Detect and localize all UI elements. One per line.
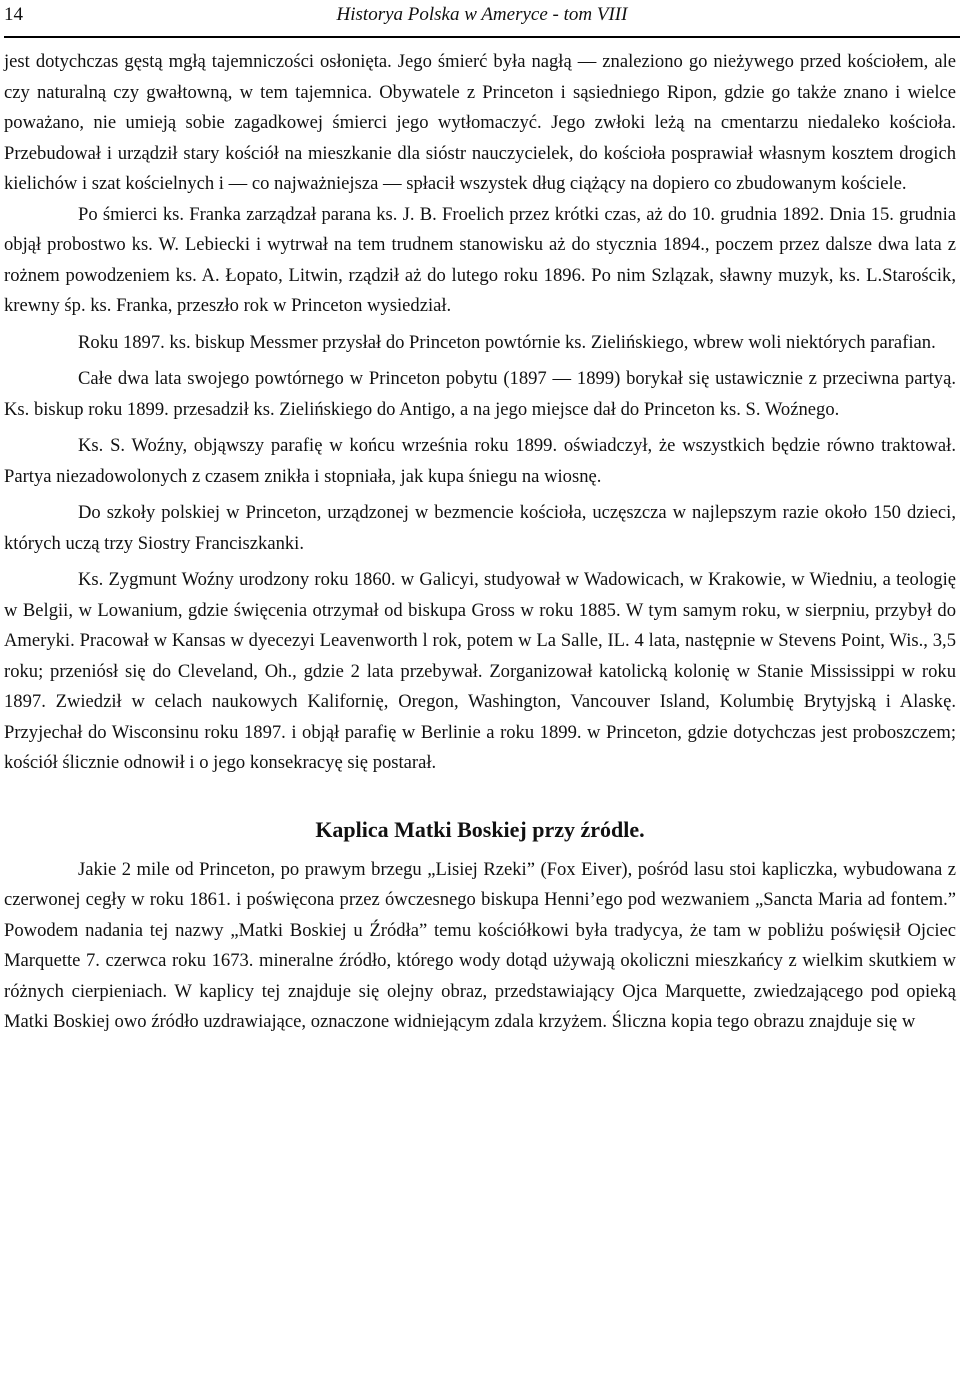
paragraph: Ks. S. Woźny, objąwszy parafię w końcu września roku 1899. oświadczył, że wszystkich będzie równo traktował. Partya niezadowolonych z czasem znikła i stopniała, jak kupa śniegu na wiosnę.: [4, 435, 956, 487]
paragraph: Roku 1897. ks. biskup Messmer przysłał do Princeton powtórnie ks. Zielińskiego, wbrew woli niektórych parafian.: [78, 331, 936, 353]
paragraph: Po śmierci ks. Franka zarządzał parana ks. J. B. Froelich przez krótki czas, aż do 10. grudnia 1892. Dnia 15. grudnia objął probostwo ks. W. Lebiecki i wytrwał na tem trudnem stanowisku aż do stycznia 1894., poczem przez dalsze dwa lata z rożnem powodzeniem ks. A. Łopato, Litwin, rządził aż do lutego roku 1896. Po nim Szlązak, sławny muzyk, ks. L.Starościk, krewny śp. ks. Franka, przeszło rok w Princeton wysiedział.: [4, 203, 956, 316]
paragraph: Całe dwa lata swojego powtórnego w Princeton pobytu (1897 — 1899) borykał się ustawicznie z przeciwna partyą. Ks. biskup roku 1899. przesadził ks. Zielińskiego do Antigo, a na jego miejsce dał do Princeton ks. S. Woźnego.: [4, 368, 956, 420]
paragraph: Ks. Zygmunt Woźny urodzony roku 1860. w Galicyi, studyował w Wadowicach, w Krakowie, w Wiedniu, a teologię w Belgii, w Lowanium, gdzie święcenia otrzymał od biskupa Gross w roku 1885. W tym samym roku, w sierpniu, przybył do Ameryki. Pracował w Kansas w dyecezyi Leavenworth l rok, potem w La Salle, IL. 4 lata, następnie w Stevens Point, Wis., 3,5 roku; przeniósł się do Cleveland, Oh., gdzie 2 lata przebywał. Zorganizował katolicką kolonię w Stanie Mississippi w roku 1897. Zwiedził w celach naukowych Kalifornię, Oregon, Washington, Vancouver Island, Kolumbię Brytyjską i Alaskę. Przyjechał do Wisconsinu roku 1897. i objął parafię w Berlinie a roku 1899. w Princeton, gdzie dotychczas jest proboszczem; kościół ślicznie odnowił i o jego konsekracyę się postarał.: [4, 569, 956, 773]
paragraph: Do szkoły polskiej w Princeton, urządzonej w bezmencie kościoła, uczęszcza w najlepszym razie około 150 dzieci, których uczą trzy Siostry Franciszkanki.: [4, 502, 956, 554]
page-number: 14: [4, 4, 23, 25]
paragraph: jest dotychczas gęstą mgłą tajemniczości osłonięta. Jego śmierć była nagłą — znaleziono go nieżywego przed kościołem, ale czy naturalną czy gwałtowną, w tem tajemnica. Obywatele z Princeton i sąsiedniego Ripon, gdzie go także znano i wielce poważano, nie umieją sobie zagadkowej śmierci jego wytłomaczyć. Jego zwłoki leżą na cmentarzu niedaleko kościoła. Przebudował i urządził stary kościół na mieszkanie dla sióstr nauczycielek, do kościoła posprawiał własnym kosztem drogich kielichów i szat kościelnych i — co najważniejsza — spłacił wszystek dług ciążący na dopiero co zbudowanym kościele.: [4, 51, 956, 194]
header-rule: [4, 36, 960, 38]
page-header: [4, 0, 960, 38]
running-title: Historya Polska w Ameryce - tom VIII: [336, 4, 628, 25]
section-heading: Kaplica Matki Boskiej przy źródle.: [315, 816, 645, 842]
page-body: [4, 47, 956, 1038]
paragraph: Jakie 2 mile od Princeton, po prawym brzegu „Lisiej Rzeki” (Fox Eiver), pośród lasu stoi kapliczka, wybudowana z czerwonej cegły w roku 1861. i poświęcona przez ówczesnego biskupa Henni’ego pod wezwaniem „Sancta Maria ad fontem.” Powodem nadania tej nazwy „Matki Boskiej u Źródła” temu kościółkowi była tradycya, że tam w pobliżu poświęsił Ojciec Marquette 7. czerwca roku 1673. mineralne źródło, którego wody dotąd używają okoliczni mieszkańcy z wielkim skutkiem w różnych cierpieniach. W kaplicy tej znajduje się olejny obraz, przedstawiający Ojca Marquette, zwiedzającego pod opieką Matki Boskiej owo źródło uzdrawiające, oznaczone widniejącym zdala krzyżem. Śliczna kopia tego obrazu znajduje się w: [4, 858, 956, 1032]
